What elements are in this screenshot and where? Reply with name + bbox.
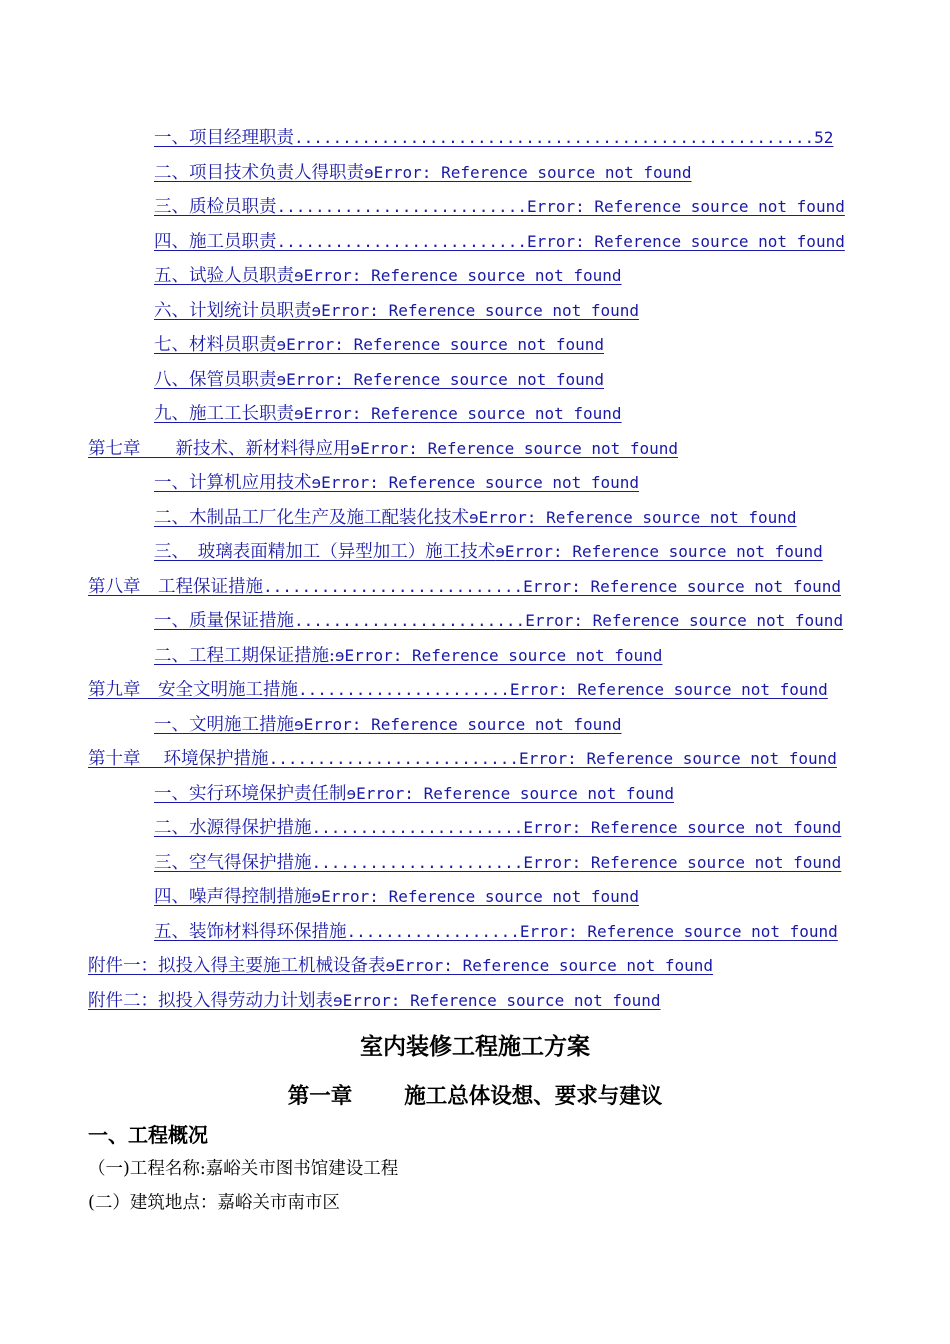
toc-entry[interactable] [154, 363, 604, 397]
toc-entry[interactable] [154, 190, 845, 224]
toc-entry-title[interactable]: 一、计算机应用技术 [154, 473, 312, 493]
toc-entry[interactable] [154, 225, 845, 259]
toc-page-ref[interactable]: Error: Reference source not found [321, 300, 640, 320]
toc-entry[interactable] [154, 121, 833, 155]
toc-dot-leader: .................. [346, 921, 520, 941]
toc-tab-marker: ɘ [294, 714, 304, 734]
toc-dot-leader: .......................... [268, 749, 520, 768]
toc-page-ref[interactable]: Error: Reference source not found [395, 956, 714, 975]
toc-entry-title[interactable]: 附件一：拟投入得主要施工机械设备表 [88, 956, 386, 976]
toc-dot-leader: ...................................................... [294, 128, 815, 147]
toc-entry-title[interactable]: 七、材料员职责 [154, 335, 277, 355]
toc-tab-marker: ɘ [311, 300, 322, 320]
project-name-line: （一)工程名称:嘉峪关市图书馆建设工程 [88, 1159, 399, 1179]
toc-entry[interactable] [154, 811, 841, 845]
toc-page-ref[interactable]: Error: Reference source not found [523, 818, 842, 837]
toc-entry-title[interactable]: 附件二：拟投入得劳动力计划表 [88, 990, 333, 1011]
toc-entry[interactable] [154, 259, 622, 293]
toc-entry-title[interactable]: 五、试验人员职责 [154, 266, 294, 286]
toc-entry[interactable] [88, 949, 713, 983]
toc-entry-title[interactable]: 三、 玻璃表面精加工（异型加工）施工技术 [154, 542, 496, 562]
toc-entry-title[interactable]: 九、施工工长职责 [154, 404, 294, 424]
toc-entry-title[interactable]: 四、噪声得控制措施 [154, 887, 312, 907]
toc-tab-marker: ɘ [385, 956, 396, 975]
document-title-text: 室内装修工程施工方案 [360, 1034, 590, 1060]
toc-entry-title[interactable]: 第十章 环境保护措施 [88, 749, 269, 769]
toc-entry[interactable] [88, 673, 828, 707]
chapter-number: 第一章 [287, 1084, 353, 1109]
toc-entry-title[interactable]: 一、实行环境保护责任制 [154, 783, 347, 804]
toc-page-ref[interactable]: 52 [814, 128, 834, 147]
toc-page-ref[interactable]: Error: Reference source not found [526, 197, 845, 216]
toc-page-ref[interactable]: Error: Reference source not found [286, 335, 605, 354]
toc-entry[interactable] [154, 397, 622, 431]
toc-page-ref[interactable]: Error: Reference source not found [321, 473, 640, 492]
toc-dot-leader: ...................... [311, 852, 524, 872]
toc-dot-leader: ........................... [263, 576, 524, 596]
toc-page-ref[interactable]: Error: Reference source not found [303, 404, 622, 423]
toc-entry[interactable] [88, 570, 841, 604]
section-heading: 一、工程概况 [88, 1123, 208, 1147]
toc-entry-title[interactable]: 一、质量保证措施 [154, 611, 294, 631]
toc-entry-title[interactable]: 二、项目技术负责人得职责 [154, 162, 364, 183]
toc-page-ref[interactable]: Error: Reference source not found [509, 680, 828, 699]
toc-tab-marker: ɘ [311, 473, 322, 492]
toc-page-ref[interactable]: Error: Reference source not found [525, 611, 844, 630]
toc-dot-leader: ...................... [298, 680, 510, 699]
toc-entry[interactable] [154, 156, 692, 190]
project-location-line: (二）建筑地点：嘉峪关市南市区 [88, 1193, 340, 1213]
toc-entry[interactable] [154, 328, 604, 362]
toc-entry-title[interactable]: 二、水源得保护措施 [154, 818, 312, 838]
toc-entry-title[interactable]: 第九章 安全文明施工措施 [88, 680, 298, 700]
toc-tab-marker: ɘ [294, 404, 304, 423]
document-title [0, 1027, 950, 1067]
toc-entry[interactable] [154, 880, 639, 914]
toc-entry-title[interactable]: 一、文明施工措施 [154, 714, 294, 735]
toc-page-ref[interactable]: Error: Reference source not found [523, 576, 841, 596]
toc-dot-leader: ........................ [294, 611, 526, 630]
toc-page-ref[interactable]: Error: Reference source not found [360, 438, 679, 458]
toc-entry[interactable] [88, 984, 661, 1018]
toc-page-ref[interactable]: Error: Reference source not found [286, 369, 605, 389]
toc-entry-title[interactable]: 四、施工员职责 [154, 231, 277, 252]
toc-entry[interactable] [154, 915, 838, 949]
toc-dot-leader: ...................... [311, 818, 524, 837]
toc-tab-marker: ɘ [333, 990, 343, 1010]
toc-entry-title[interactable]: 五、装饰材料得环保措施 [154, 921, 347, 942]
toc-entry[interactable] [154, 846, 841, 880]
toc-entry[interactable] [154, 466, 639, 500]
toc-page-ref[interactable]: Error: Reference source not found [519, 749, 837, 768]
toc-entry-title[interactable]: 八、保管员职责 [154, 369, 277, 390]
toc-page-ref[interactable]: Error: Reference source not found [478, 507, 797, 527]
toc-tab-marker: ɘ [294, 266, 304, 285]
toc-page-ref[interactable]: Error: Reference source not found [523, 852, 842, 872]
toc-tab-marker: ɘ [469, 507, 479, 527]
toc-tab-marker: ɘ [364, 162, 374, 182]
chapter-heading [0, 1078, 950, 1116]
toc-page-ref[interactable]: Error: Reference source not found [321, 887, 640, 906]
toc-page-ref[interactable]: Error: Reference source not found [526, 231, 845, 251]
toc-entry-title[interactable]: 第七章 新技术、新材料得应用 [88, 438, 351, 459]
toc-page-ref[interactable]: Error: Reference source not found [303, 714, 622, 734]
toc-page-ref[interactable]: Error: Reference source not found [519, 921, 838, 941]
toc-entry-title[interactable]: 三、质检员职责 [154, 197, 277, 217]
toc-tab-marker: ɘ [334, 645, 345, 665]
toc-tab-marker: ɘ [350, 438, 361, 458]
toc-page-ref[interactable]: Error: Reference source not found [504, 542, 823, 561]
toc-entry[interactable] [154, 777, 674, 811]
toc-page-ref[interactable]: Error: Reference source not found [303, 266, 622, 285]
toc-tab-marker: ɘ [495, 542, 505, 561]
toc-entry-title[interactable]: 三、空气得保护措施 [154, 852, 312, 873]
toc-entry-title[interactable]: 二、工程工期保证措施: [154, 645, 335, 666]
toc-dot-leader: .......................... [276, 197, 527, 216]
toc-entry[interactable] [88, 742, 837, 776]
toc-tab-marker: ɘ [311, 887, 322, 906]
toc-entry[interactable] [154, 294, 639, 328]
toc-page-ref[interactable]: Error: Reference source not found [344, 645, 663, 665]
chapter-name: 施工总体设想、要求与建议 [404, 1084, 663, 1109]
toc-page-ref[interactable]: Error: Reference source not found [373, 162, 692, 182]
toc-tab-marker: ɘ [346, 783, 357, 803]
toc-entry[interactable] [154, 708, 622, 742]
toc-tab-marker: ɘ [276, 369, 287, 389]
toc-tab-marker: ɘ [276, 335, 287, 354]
toc-dot-leader: .......................... [276, 231, 527, 251]
toc-entry[interactable] [88, 432, 678, 466]
toc-entry-title[interactable]: 一、项目经理职责 [154, 128, 294, 148]
toc-entry-title[interactable]: 第八章 工程保证措施 [88, 576, 263, 597]
toc-entry-title[interactable]: 六、计划统计员职责 [154, 300, 312, 321]
toc-entry[interactable] [154, 639, 662, 673]
toc-entry-title[interactable]: 二、木制品工厂化生产及施工配装化技术 [154, 507, 469, 528]
toc-entry[interactable] [154, 501, 797, 535]
toc-page-ref[interactable]: Error: Reference source not found [342, 990, 661, 1010]
toc-entry[interactable] [154, 535, 823, 569]
toc-entry[interactable] [154, 604, 843, 638]
toc-page-ref[interactable]: Error: Reference source not found [356, 783, 675, 803]
